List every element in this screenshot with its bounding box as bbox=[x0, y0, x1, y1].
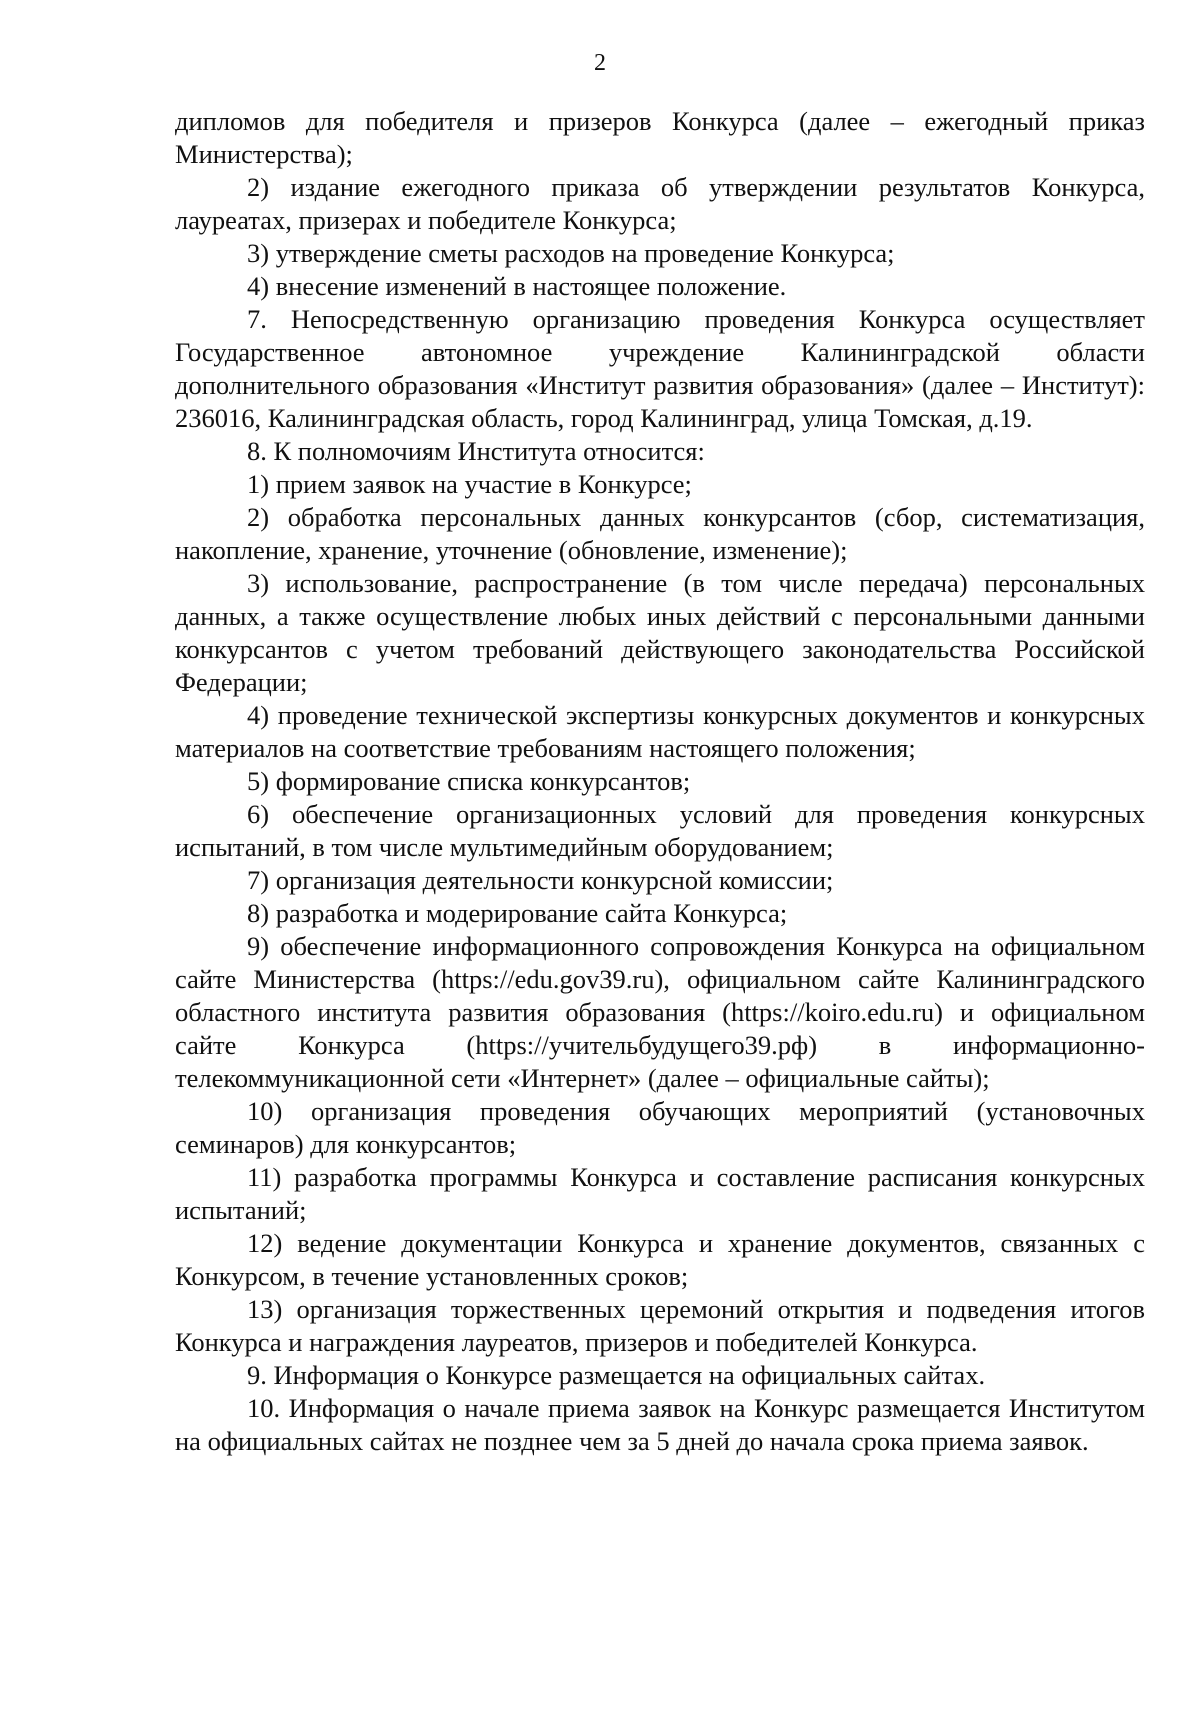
paragraph: 4) проведение технической экспертизы конкурсных документов и конкурсных материалов на соответствие требованиям настоящего положения; bbox=[175, 700, 1145, 763]
paragraph: 11) разработка программы Конкурса и составление расписания конкурсных испытаний; bbox=[175, 1162, 1145, 1225]
paragraph: 6) обеспечение организационных условий для проведения конкурсных испытаний, в том числе мультимедийным оборудованием; bbox=[175, 799, 1145, 862]
paragraph: 1) прием заявок на участие в Конкурсе; bbox=[247, 469, 692, 499]
paragraph: 13) организация торжественных церемоний открытия и подведения итогов Конкурса и награждения лауреатов, призеров и победителей Конкурса. bbox=[175, 1294, 1145, 1357]
paragraph: 8) разработка и модерирование сайта Конкурса; bbox=[247, 898, 788, 928]
paragraph: 9. Информация о Конкурсе размещается на официальных сайтах. bbox=[247, 1360, 986, 1390]
document-body bbox=[175, 105, 1145, 1458]
paragraph: 8. К полномочиям Института относится: bbox=[247, 436, 705, 466]
page-number: 2 bbox=[594, 50, 606, 76]
paragraph: 10. Информация о начале приема заявок на Конкурс размещается Институтом на официальных сайтах не позднее чем за 5 дней до начала срока приема заявок. bbox=[175, 1393, 1145, 1456]
paragraph: 7) организация деятельности конкурсной комиссии; bbox=[247, 865, 834, 895]
paragraph: 2) издание ежегодного приказа об утверждении результатов Конкурса, лауреатах, призерах и победителе Конкурса; bbox=[175, 172, 1145, 235]
paragraph: 9) обеспечение информационного сопровождения Конкурса на официальном сайте Министерства (https://edu.gov39.ru), официальном сайте Калининградского областного института развития образования (https://koiro.edu.ru) и официальном сайте Конкурса (https://учительбудущего39.рф) в информационно-телекоммуникационной сети «Интернет» (далее – официальные сайты); bbox=[175, 931, 1145, 1093]
paragraph: 3) использование, распространение (в том числе передача) персональных данных, а также осуществление любых иных действий с персональными данными конкурсантов с учетом требований действующего законодательства Российской Федерации; bbox=[175, 568, 1145, 697]
paragraph: 3) утверждение сметы расходов на проведение Конкурса; bbox=[247, 238, 895, 268]
paragraph: 4) внесение изменений в настоящее положение. bbox=[247, 271, 787, 301]
paragraph: 10) организация проведения обучающих мероприятий (установочных семинаров) для конкурсантов; bbox=[175, 1096, 1145, 1159]
paragraph: 5) формирование списка конкурсантов; bbox=[247, 766, 691, 796]
paragraph: дипломов для победителя и призеров Конкурса (далее – ежегодный приказ Министерства); bbox=[175, 106, 1145, 169]
paragraph: 12) ведение документации Конкурса и хранение документов, связанных с Конкурсом, в течение установленных сроков; bbox=[175, 1228, 1145, 1291]
paragraph: 2) обработка персональных данных конкурсантов (сбор, систематизация, накопление, хранение, уточнение (обновление, изменение); bbox=[175, 502, 1145, 565]
paragraph: 7. Непосредственную организацию проведения Конкурса осуществляет Государственное автономное учреждение Калининградской области дополнительного образования «Институт развития образования» (далее – Институт): 236016, Калининградская область, город Калининград, улица Томская, д.19. bbox=[175, 304, 1145, 433]
